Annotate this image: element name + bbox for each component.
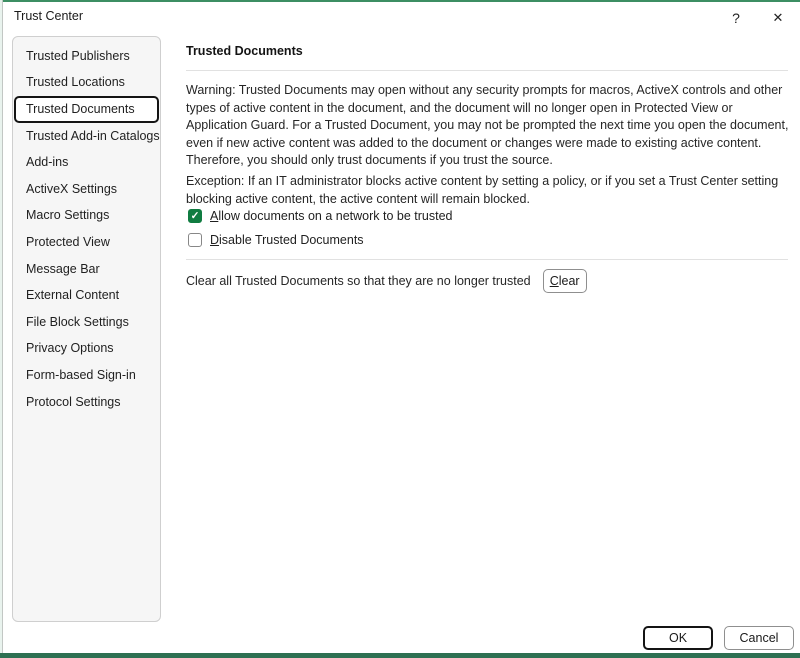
sidebar-item-label: Form-based Sign-in [26,367,136,382]
sidebar-item-label: ActiveX Settings [26,181,118,196]
sidebar-item-external-content[interactable] [14,282,159,309]
checkbox-checked-icon [188,209,202,223]
sidebar-item-label: External Content [26,288,120,303]
clear-description: Clear all Trusted Documents so that they are no longer trusted [186,274,531,288]
checkbox-label: Allow documents on a network to be trusted [210,209,453,223]
sidebar-item-activex-settings[interactable] [14,176,159,203]
app-frame-bottom-edge [0,653,800,658]
clear-button[interactable]: Clear [543,269,587,293]
checkbox-disable-trusted-documents[interactable] [188,231,364,249]
clear-trusted-documents-row [186,269,587,293]
page-title: Trusted Documents [186,44,303,58]
checkbox-unchecked-icon [188,233,202,247]
sidebar-item-label: Add-ins [26,155,69,170]
sidebar-item-macro-settings[interactable] [14,203,159,230]
sidebar-item-trusted-locations[interactable] [14,70,159,97]
sidebar-item-file-block-settings[interactable] [14,309,159,336]
sidebar-item-label: Trusted Publishers [26,48,130,63]
sidebar-item-form-based-sign-in[interactable] [14,362,159,389]
dialog-title: Trust Center [14,9,84,23]
sidebar-item-label: Macro Settings [26,208,110,223]
sidebar-item-message-bar[interactable] [14,256,159,283]
app-frame-top-edge [0,0,800,2]
warning-text: Warning: Trusted Documents may open without any security prompts for macros, ActiveX controls and other types of active content in the document, and the document will no longer open in Protected View or Application Guard. For a Trusted Document, you may not be prompted the next time you open the document, even if new active content was added to the document or changes were made to existing active content. Therefore, you should only trust documents if you trust the source. [186,83,789,168]
sidebar-item-label: Message Bar [26,261,100,276]
sidebar-item-label: Trusted Locations [26,75,125,90]
close-icon[interactable]: ✕ [764,5,792,30]
heading-separator [186,70,788,71]
ok-button[interactable]: OK [643,626,713,650]
app-frame-left-edge [0,0,3,658]
checkbox-label: Disable Trusted Documents [210,233,364,247]
help-icon[interactable]: ? [722,5,750,30]
sidebar-item-label: Protocol Settings [26,394,121,409]
checkmark-icon: ✓ [190,210,200,222]
sidebar-item-privacy-options[interactable] [14,336,159,363]
sidebar-item-trusted-add-in-catalogs[interactable] [14,123,159,150]
sidebar-item-label: Privacy Options [26,341,114,356]
sidebar-item-add-ins[interactable] [14,149,159,176]
sidebar-item-protected-view[interactable] [14,229,159,256]
sidebar-item-label: Trusted Add-in Catalogs [26,128,160,143]
sidebar-item-trusted-documents[interactable] [14,96,159,123]
sidebar-item-label: Trusted Documents [26,101,135,116]
sidebar-nav [12,36,161,622]
exception-text: Exception: If an IT administrator blocks active content by setting a policy, or if you set a Trust Center setting blocking active content, the active content will remain blocked. [186,174,779,206]
checkbox-allow-network-trusted[interactable] [188,207,453,225]
sidebar-item-trusted-publishers[interactable] [14,43,159,70]
sidebar-item-protocol-settings[interactable] [14,389,159,416]
cancel-button[interactable]: Cancel [724,626,794,650]
section-separator [186,259,788,260]
sidebar-item-label: Protected View [26,234,110,249]
sidebar-item-label: File Block Settings [26,314,129,329]
